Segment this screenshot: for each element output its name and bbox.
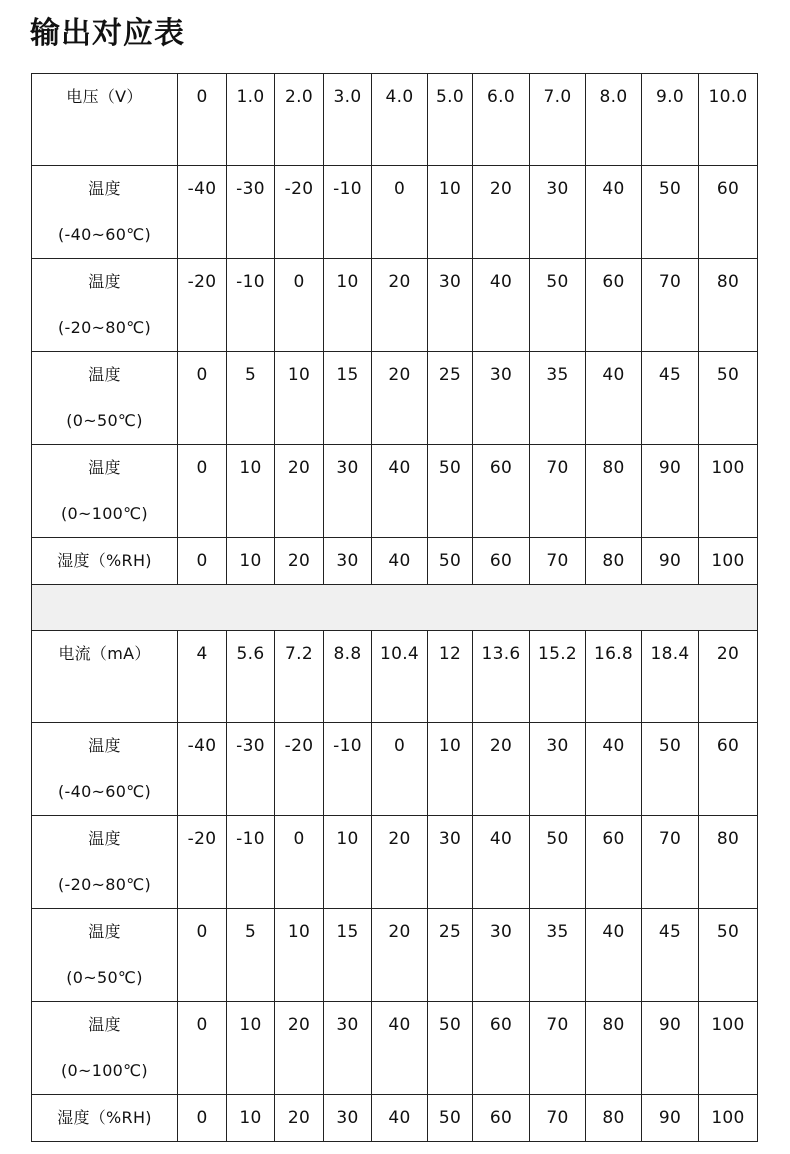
row-label-line: 温度 bbox=[88, 272, 121, 291]
table-cell: 70 bbox=[530, 1002, 586, 1095]
table-cell: 0 bbox=[275, 259, 324, 352]
table-cell: 10 bbox=[227, 1002, 275, 1095]
row-label-range: (-40~60℃) bbox=[57, 225, 152, 244]
table-cell: 0 bbox=[178, 352, 227, 445]
table-cell: 15 bbox=[324, 909, 372, 1002]
row-label-voltage: 电压（V） bbox=[32, 74, 178, 166]
table-cell: 40 bbox=[372, 538, 428, 585]
table-cell: 16.8 bbox=[586, 631, 642, 723]
table-row bbox=[32, 352, 758, 445]
table-cell: -20 bbox=[178, 816, 227, 909]
table-cell: 70 bbox=[530, 538, 586, 585]
table-cell: -20 bbox=[275, 723, 324, 816]
table-cell: 40 bbox=[473, 259, 530, 352]
table-cell: 60 bbox=[473, 445, 530, 538]
table-row bbox=[32, 1095, 758, 1142]
table-cell: 50 bbox=[642, 166, 699, 259]
table-cell: 30 bbox=[428, 816, 473, 909]
row-label-line: 温度 bbox=[88, 1015, 121, 1034]
table-row bbox=[32, 259, 758, 352]
table-cell: 70 bbox=[530, 1095, 586, 1142]
table-cell: 45 bbox=[642, 352, 699, 445]
table-cell: 0 bbox=[178, 445, 227, 538]
table-cell: 0 bbox=[178, 909, 227, 1002]
table-cell: 0 bbox=[178, 538, 227, 585]
table-cell: 7.2 bbox=[275, 631, 324, 723]
table-cell: 1.0 bbox=[227, 74, 275, 166]
table-cell: 3.0 bbox=[324, 74, 372, 166]
table-cell: 60 bbox=[699, 166, 758, 259]
row-label-line: 温度 bbox=[88, 365, 121, 384]
table-cell: 10 bbox=[227, 445, 275, 538]
table-cell: 20 bbox=[473, 166, 530, 259]
table-row bbox=[32, 445, 758, 538]
table-cell: 60 bbox=[473, 538, 530, 585]
table-cell: 80 bbox=[699, 259, 758, 352]
table-cell: 10 bbox=[324, 816, 372, 909]
table-cell: 4 bbox=[178, 631, 227, 723]
table-row bbox=[32, 723, 758, 816]
table-cell: 30 bbox=[473, 352, 530, 445]
output-mapping-table bbox=[31, 73, 758, 1142]
table-cell: 90 bbox=[642, 1002, 699, 1095]
table-cell: 50 bbox=[428, 538, 473, 585]
table-cell: 30 bbox=[324, 538, 372, 585]
table-cell: -10 bbox=[324, 166, 372, 259]
table-cell: 5.0 bbox=[428, 74, 473, 166]
table-cell: 0 bbox=[178, 1095, 227, 1142]
table-row bbox=[32, 816, 758, 909]
row-label-humidity: 湿度（%RH) bbox=[32, 1095, 178, 1142]
table-cell: 10 bbox=[428, 166, 473, 259]
table-cell: -10 bbox=[227, 816, 275, 909]
row-label-range: (0~100℃) bbox=[61, 504, 148, 523]
table-cell: 50 bbox=[428, 1095, 473, 1142]
page-title: 输出对应表 bbox=[30, 16, 185, 51]
table-cell: 50 bbox=[699, 352, 758, 445]
table-cell: 8.8 bbox=[324, 631, 372, 723]
row-label-temperature bbox=[32, 816, 178, 909]
table-cell: 8.0 bbox=[586, 74, 642, 166]
table-cell: 10 bbox=[227, 1095, 275, 1142]
table-cell: 30 bbox=[324, 445, 372, 538]
table-cell: 20 bbox=[699, 631, 758, 723]
table-cell: 80 bbox=[699, 816, 758, 909]
table-cell: 50 bbox=[642, 723, 699, 816]
table-cell: 20 bbox=[372, 259, 428, 352]
row-label-range: (-20~80℃) bbox=[57, 318, 152, 337]
table-row bbox=[32, 1002, 758, 1095]
row-label-line: 温度 bbox=[88, 179, 121, 198]
table-cell: 70 bbox=[530, 445, 586, 538]
table-cell: 40 bbox=[372, 445, 428, 538]
row-label-temperature bbox=[32, 909, 178, 1002]
table-cell: -10 bbox=[227, 259, 275, 352]
table-cell: 60 bbox=[699, 723, 758, 816]
table-cell: 100 bbox=[699, 1095, 758, 1142]
table-cell: 80 bbox=[586, 1095, 642, 1142]
table-cell: 7.0 bbox=[530, 74, 586, 166]
table-row bbox=[32, 631, 758, 723]
row-label-range: (0~50℃) bbox=[66, 411, 143, 430]
table-cell: 40 bbox=[586, 909, 642, 1002]
row-label-temperature bbox=[32, 1002, 178, 1095]
table-cell: -40 bbox=[178, 166, 227, 259]
table-cell: 18.4 bbox=[642, 631, 699, 723]
table-cell: 100 bbox=[699, 1002, 758, 1095]
table-cell: 90 bbox=[642, 1095, 699, 1142]
table-cell: 5 bbox=[227, 909, 275, 1002]
table-cell: 0 bbox=[178, 1002, 227, 1095]
table-cell: 10 bbox=[324, 259, 372, 352]
table-cell: 20 bbox=[275, 538, 324, 585]
table-cell: 25 bbox=[428, 352, 473, 445]
table-cell: 0 bbox=[372, 166, 428, 259]
table-cell: 15.2 bbox=[530, 631, 586, 723]
table-cell: 40 bbox=[586, 166, 642, 259]
row-label-current: 电流（mA） bbox=[32, 631, 178, 723]
table-cell: 5.6 bbox=[227, 631, 275, 723]
table-cell: 6.0 bbox=[473, 74, 530, 166]
table-cell: 20 bbox=[275, 445, 324, 538]
table-cell: 20 bbox=[372, 816, 428, 909]
table-row bbox=[32, 909, 758, 1002]
table-cell: 90 bbox=[642, 538, 699, 585]
table-cell: -20 bbox=[178, 259, 227, 352]
table-cell: 20 bbox=[372, 909, 428, 1002]
table-cell: 40 bbox=[473, 816, 530, 909]
section-separator bbox=[32, 585, 758, 631]
row-label-temperature bbox=[32, 723, 178, 816]
row-label-line: 温度 bbox=[88, 736, 121, 755]
table-cell: -10 bbox=[324, 723, 372, 816]
table-cell: 13.6 bbox=[473, 631, 530, 723]
row-label-range: (0~100℃) bbox=[61, 1061, 148, 1080]
table-cell: 50 bbox=[530, 816, 586, 909]
table-cell: 50 bbox=[428, 445, 473, 538]
table-cell: 25 bbox=[428, 909, 473, 1002]
row-label-temperature bbox=[32, 166, 178, 259]
table-cell: 30 bbox=[428, 259, 473, 352]
table-cell: 50 bbox=[699, 909, 758, 1002]
table-cell: 50 bbox=[530, 259, 586, 352]
row-label-temperature bbox=[32, 259, 178, 352]
table-cell: 30 bbox=[473, 909, 530, 1002]
row-label-range: (0~50℃) bbox=[66, 968, 143, 987]
table-cell: 30 bbox=[530, 166, 586, 259]
row-label-line: 温度 bbox=[88, 922, 121, 941]
table-cell: 10 bbox=[227, 538, 275, 585]
table-cell: 20 bbox=[275, 1002, 324, 1095]
row-label-line: 温度 bbox=[88, 458, 121, 477]
table-cell: 4.0 bbox=[372, 74, 428, 166]
table-cell: -40 bbox=[178, 723, 227, 816]
table-cell: 60 bbox=[473, 1095, 530, 1142]
table-cell: 50 bbox=[428, 1002, 473, 1095]
table-cell: 80 bbox=[586, 1002, 642, 1095]
table-cell: 40 bbox=[586, 723, 642, 816]
table-cell: 80 bbox=[586, 445, 642, 538]
table-cell: 30 bbox=[324, 1002, 372, 1095]
table-cell: -30 bbox=[227, 166, 275, 259]
table-cell: 9.0 bbox=[642, 74, 699, 166]
table-cell: 2.0 bbox=[275, 74, 324, 166]
table-cell: 70 bbox=[642, 259, 699, 352]
table-cell: 90 bbox=[642, 445, 699, 538]
table-cell: 60 bbox=[473, 1002, 530, 1095]
row-label-temperature bbox=[32, 352, 178, 445]
table-cell: 80 bbox=[586, 538, 642, 585]
table-cell: 0 bbox=[178, 74, 227, 166]
table-cell: 40 bbox=[586, 352, 642, 445]
table-cell: 70 bbox=[642, 816, 699, 909]
table-cell: 10 bbox=[275, 352, 324, 445]
table-cell: 30 bbox=[324, 1095, 372, 1142]
table-cell: 100 bbox=[699, 445, 758, 538]
table-cell: 10.0 bbox=[699, 74, 758, 166]
table-cell: 40 bbox=[372, 1002, 428, 1095]
section-separator-row bbox=[32, 585, 758, 631]
table-cell: 100 bbox=[699, 538, 758, 585]
table-cell: 30 bbox=[530, 723, 586, 816]
table-cell: 10 bbox=[275, 909, 324, 1002]
table-cell: 0 bbox=[275, 816, 324, 909]
table-cell: 20 bbox=[473, 723, 530, 816]
table-cell: 35 bbox=[530, 909, 586, 1002]
table-cell: 60 bbox=[586, 816, 642, 909]
table-cell: 15 bbox=[324, 352, 372, 445]
table-cell: 10 bbox=[428, 723, 473, 816]
row-label-range: (-40~60℃) bbox=[57, 782, 152, 801]
table-cell: 5 bbox=[227, 352, 275, 445]
row-label-humidity: 湿度（%RH) bbox=[32, 538, 178, 585]
row-label-line: 温度 bbox=[88, 829, 121, 848]
row-label-range: (-20~80℃) bbox=[57, 875, 152, 894]
table-cell: 20 bbox=[372, 352, 428, 445]
table-cell: 12 bbox=[428, 631, 473, 723]
table-cell: 0 bbox=[372, 723, 428, 816]
table-cell: 35 bbox=[530, 352, 586, 445]
table-cell: -20 bbox=[275, 166, 324, 259]
table-row bbox=[32, 74, 758, 166]
row-label-temperature bbox=[32, 445, 178, 538]
table-row bbox=[32, 166, 758, 259]
table-cell: -30 bbox=[227, 723, 275, 816]
table-cell: 10.4 bbox=[372, 631, 428, 723]
table-row bbox=[32, 538, 758, 585]
table-cell: 60 bbox=[586, 259, 642, 352]
table-cell: 40 bbox=[372, 1095, 428, 1142]
table-cell: 45 bbox=[642, 909, 699, 1002]
table-cell: 20 bbox=[275, 1095, 324, 1142]
